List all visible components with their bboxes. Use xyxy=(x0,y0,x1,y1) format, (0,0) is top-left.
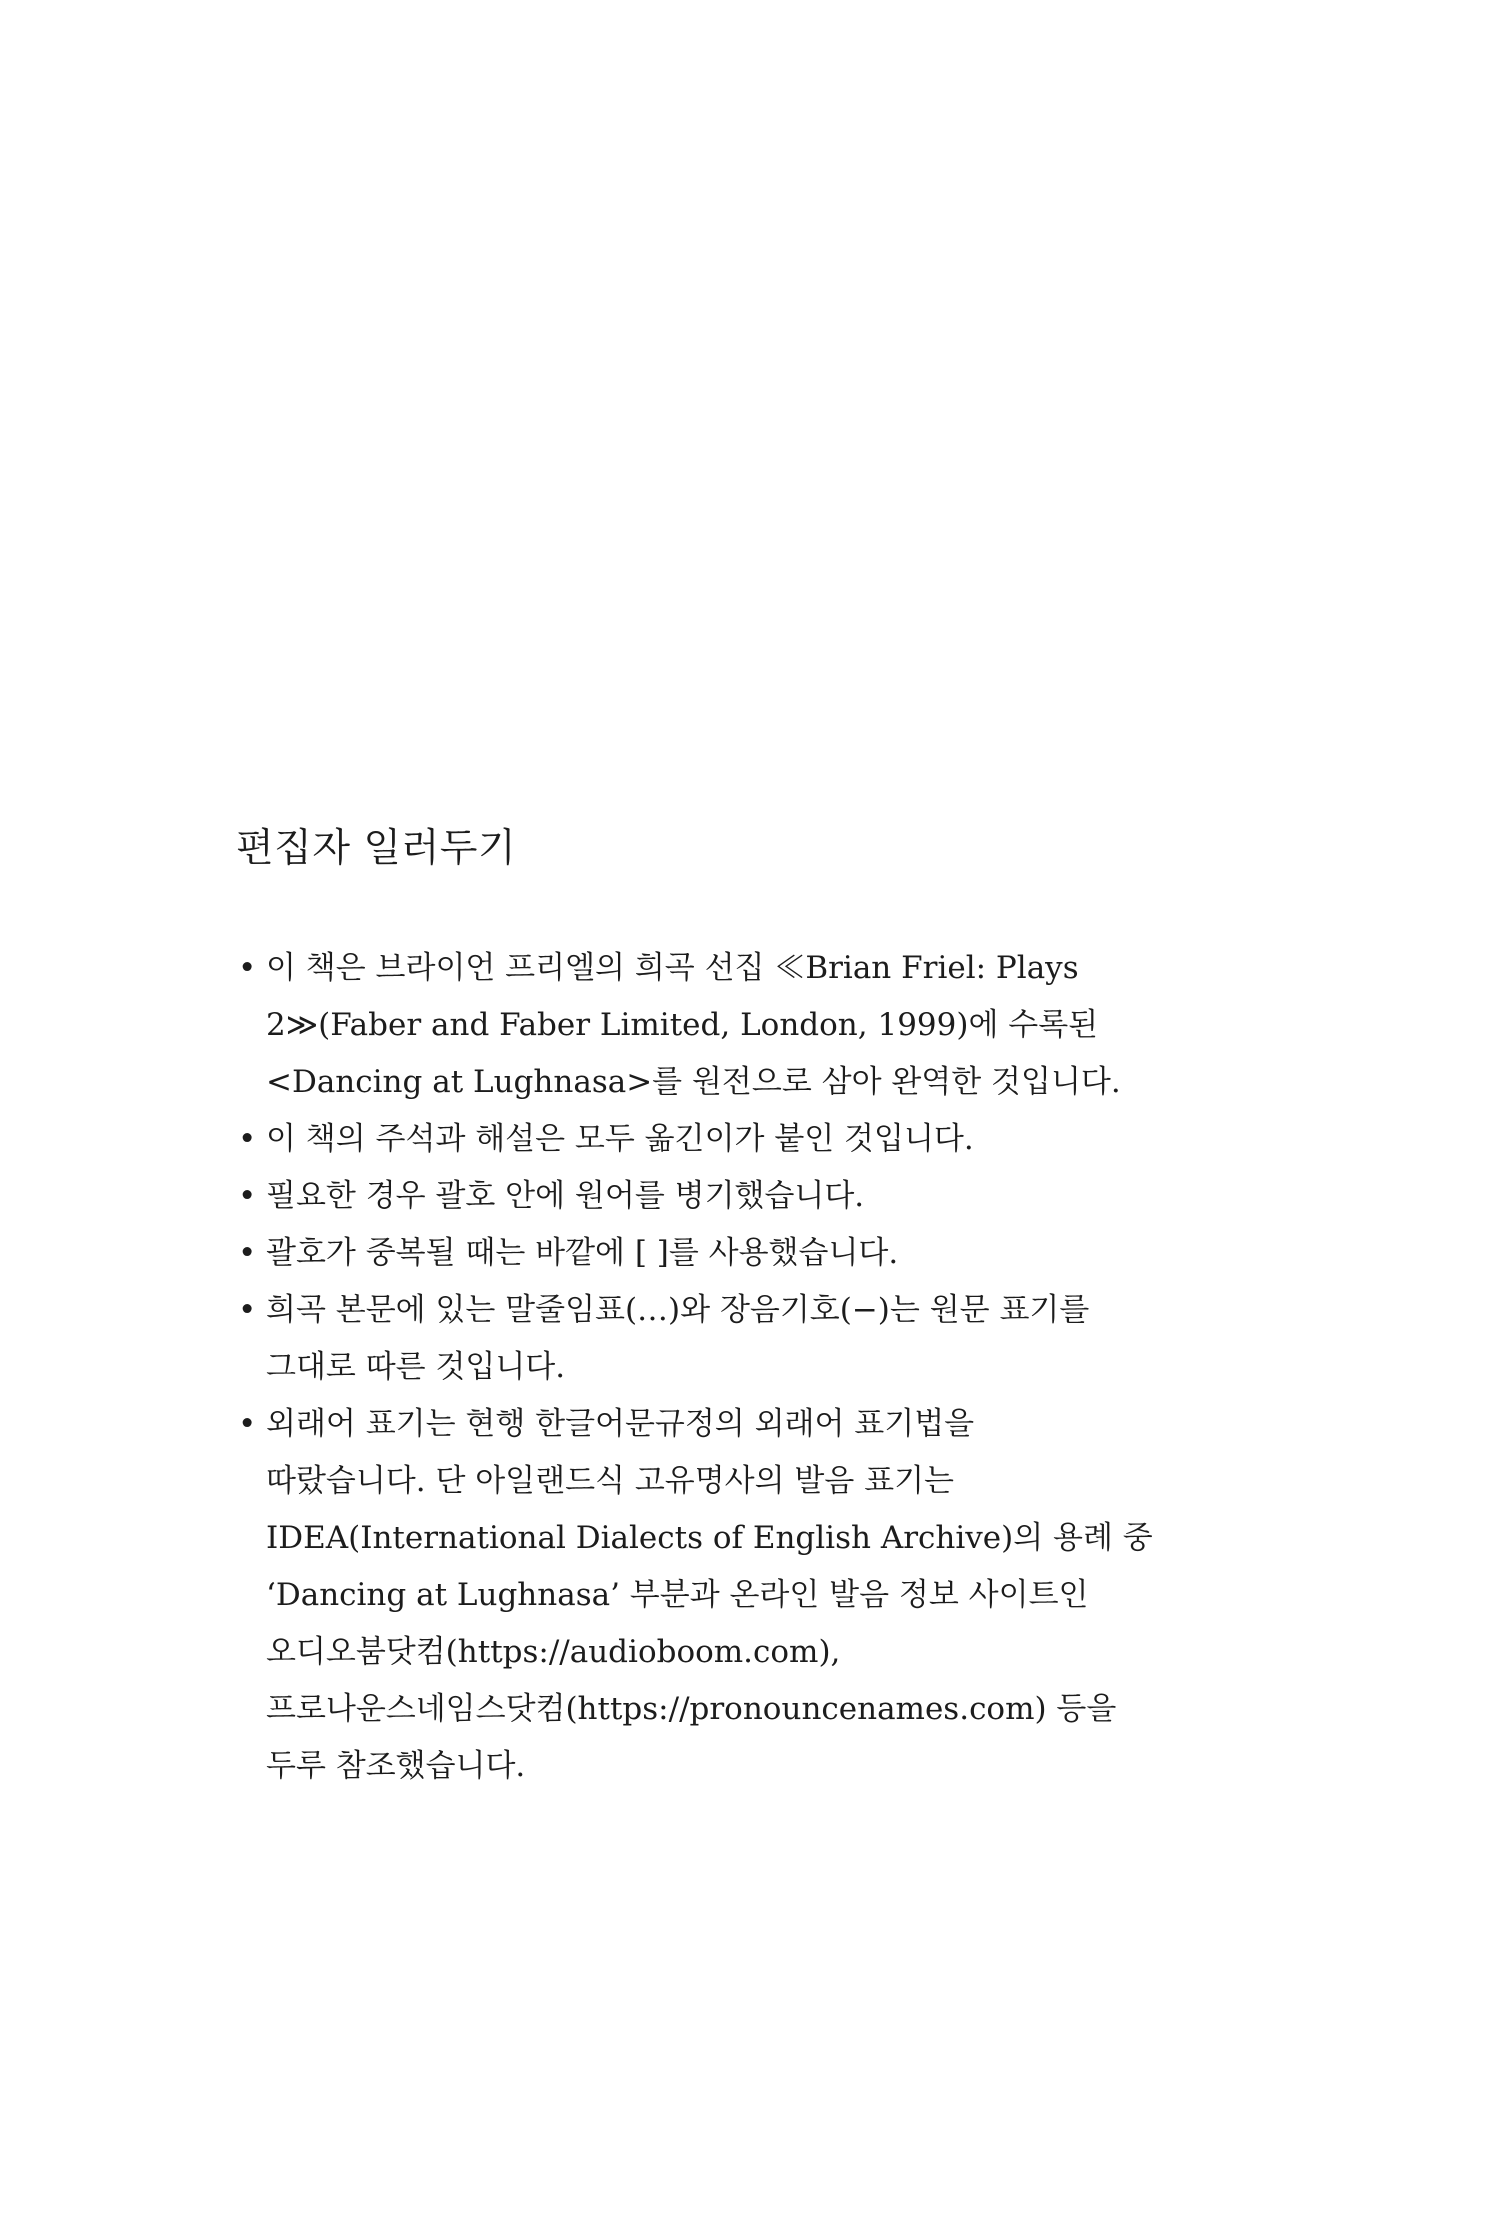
note-line: 외래어 표기는 현행 한글어문규정의 외래어 표기법을 xyxy=(266,1406,975,1442)
note-line: 두루 참조했습니다. xyxy=(266,1748,526,1784)
bullet-icon: • xyxy=(238,1235,257,1271)
note-line: 따랐습니다. 단 아일랜드식 고유명사의 발음 표기는 xyxy=(266,1463,954,1499)
list-item xyxy=(236,1282,1396,1396)
bullet-icon: • xyxy=(238,950,257,986)
note-line: 필요한 경우 괄호 안에 원어를 병기했습니다. xyxy=(266,1178,865,1214)
bullet-icon: • xyxy=(238,1292,257,1328)
list-item xyxy=(236,1168,1396,1225)
note-line: 이 책은 브라이언 프리엘의 희곡 선집 ≪Brian Friel: Plays xyxy=(266,950,1079,986)
bullet-icon: • xyxy=(238,1178,257,1214)
note-line: 2≫(Faber and Faber Limited, London, 1999)에 수록된 xyxy=(266,1007,1099,1043)
note-line: ‘Dancing at Lughnasa’ 부분과 온라인 발음 정보 사이트인 xyxy=(266,1577,1089,1613)
note-line: 괄호가 중복될 때는 바깥에 [ ]를 사용했습니다. xyxy=(266,1235,899,1271)
bullet-icon: • xyxy=(238,1406,257,1442)
list-item xyxy=(236,1225,1396,1282)
note-line: 프로나운스네임스닷컴(https://pronouncenames.com) 등을 xyxy=(266,1691,1117,1727)
editorial-notes xyxy=(236,820,1396,1795)
bullet-icon: • xyxy=(238,1121,257,1157)
note-line: IDEA(International Dialects of English Archive)의 용례 중 xyxy=(266,1520,1153,1556)
page-title: 편집자 일러두기 xyxy=(236,826,517,871)
list-item xyxy=(236,1396,1396,1795)
note-line: 희곡 본문에 있는 말줄임표(…)와 장음기호(−)는 원문 표기를 xyxy=(266,1292,1090,1328)
note-list xyxy=(236,940,1396,1795)
note-line: 오디오붐닷컴(https://audioboom.com), xyxy=(266,1634,841,1670)
list-item xyxy=(236,940,1396,1111)
list-item xyxy=(236,1111,1396,1168)
note-line: 이 책의 주석과 해설은 모두 옮긴이가 붙인 것입니다. xyxy=(266,1121,974,1157)
note-line: 그대로 따른 것입니다. xyxy=(266,1349,566,1385)
note-line: <Dancing at Lughnasa>를 원전으로 삼아 완역한 것입니다. xyxy=(266,1064,1121,1100)
